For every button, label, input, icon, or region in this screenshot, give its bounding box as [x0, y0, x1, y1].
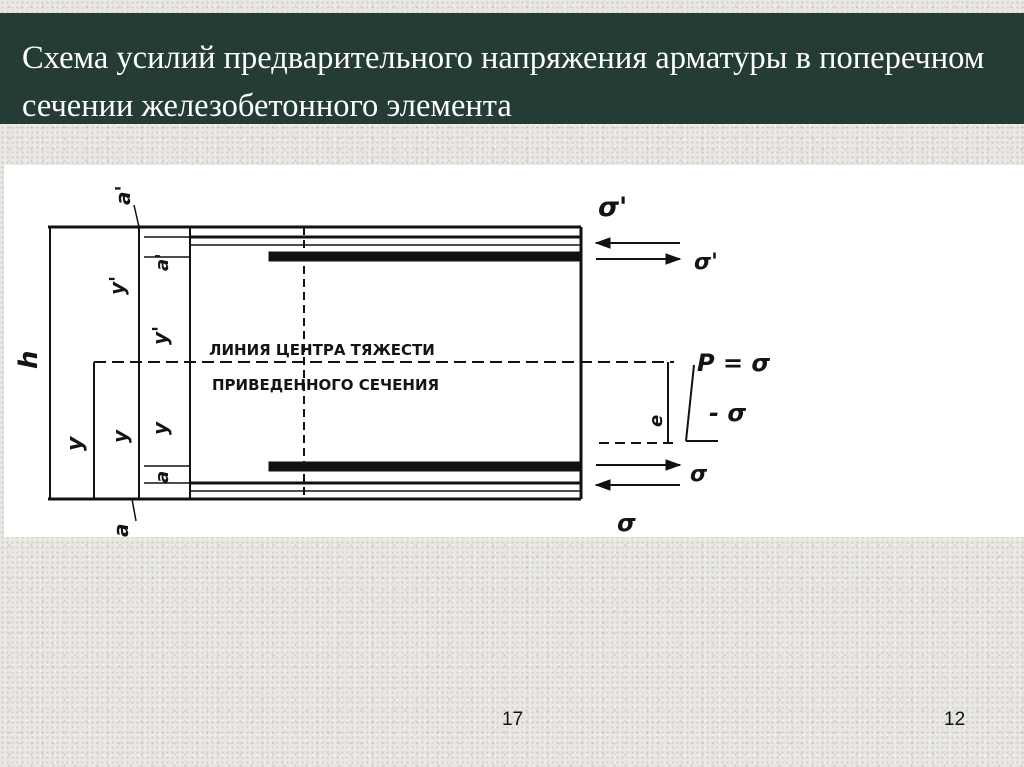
- force-top-s-label: σ': [598, 192, 628, 223]
- dim-ysp-prime-label: y': [148, 325, 172, 345]
- dim-as-prime-label: a': [111, 185, 135, 205]
- dim-ys-label: y: [108, 429, 132, 443]
- dim-e0p-label: e: [646, 414, 667, 427]
- formula-line-1: P = σ: [697, 349, 771, 377]
- force-bot-s-label: σ: [617, 509, 636, 537]
- slide-title: Схема усилий предварительного напряжения арматуры в поперечном сечении железобетонного элемента: [22, 40, 985, 124]
- centroid-label-1: ЛИНИЯ ЦЕНТРА ТЯЖЕСТИ: [209, 341, 435, 359]
- top-rebar-sp: [269, 252, 581, 261]
- dim-h-label: h: [14, 350, 44, 369]
- cross-section-diagram: [4, 165, 1024, 537]
- dim-asp-label: a: [152, 470, 173, 483]
- diagram-panel: [4, 165, 1024, 537]
- force-top-sp-label: σ': [694, 250, 718, 275]
- bottom-rebar-sp: [269, 462, 581, 471]
- force-bot-sp-label: σ: [690, 462, 708, 487]
- centroid-label-2: ПРИВЕДЕННОГО СЕЧЕНИЯ: [212, 376, 440, 394]
- page-number-right: 12: [944, 709, 966, 730]
- dim-as-label: a: [109, 523, 133, 537]
- dim-y-label: y: [63, 436, 88, 451]
- formula-line-2: - σ: [709, 399, 747, 427]
- dim-asp-prime-label: a': [152, 253, 173, 271]
- page-number-left: 17: [502, 709, 524, 730]
- dim-ysp-label: y: [148, 421, 172, 435]
- title-bar: [0, 13, 1024, 124]
- dim-ys-prime-label: y': [105, 275, 129, 295]
